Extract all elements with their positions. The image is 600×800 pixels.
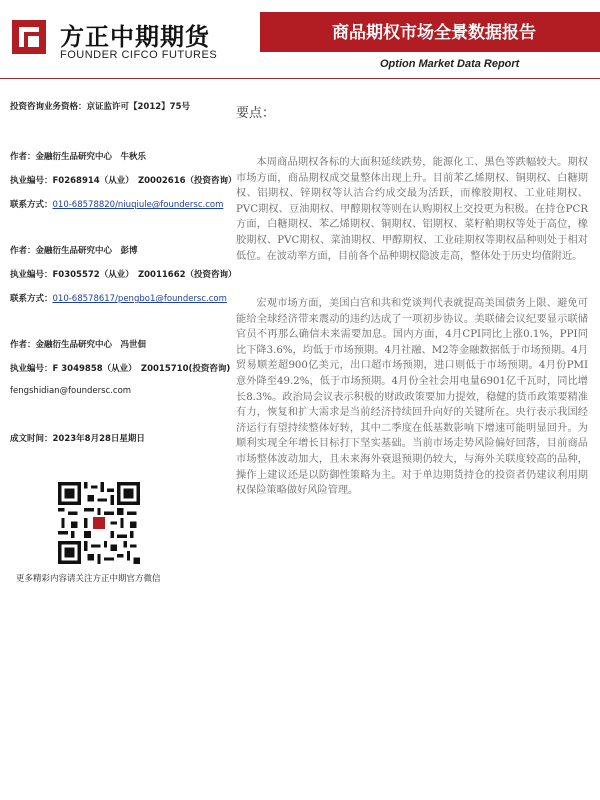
brand-name-cn: 方正中期期货 <box>60 23 210 51</box>
report-subtitle: Option Market Data Report <box>380 58 520 70</box>
author-2-email-link[interactable]: 010-68578617/pengbo1@foundersc.com <box>52 294 227 304</box>
author-1-id: 执业编号：F0268914（从业） Z0002616（投资咨询） <box>10 176 237 186</box>
author-3-id: 执业编号：F 3049858（从业） Z0015710(投资咨询) <box>10 364 231 374</box>
summary-paragraph-macro: 宏观市场方面，美国白宫和共和党谈判代表就提高美国债务上限、避免可能给全球经济带来震动的违约达成了一项初步协议。美联储会议纪要显示联储官员不再那么确信未来需要加息。国内方面，4月CPI同比上涨0.1%，PPI同比下降3.6%，均低于市场预期。4月社融、M2等金融数据低于市场预期。4月贸易顺差超900亿美元，出口超市场预期，进口则低于市场预期。4月份PMI意外降至49.2%，低于市场预期。4月份全社会用电量6901亿千瓦时，同比增长8.3%。政治局会议表示积极的财政政策要加力提效，稳健的货币政策要精准有力，恢复和扩大需求是当前经济持续回升向好的关键所在。央行表示我国经济运行有望持续整体好转，其中二季度在低基数影响下增速可能明显回升。为顺利实现全年增长目标打下坚实基础。当前市场走势风险偏好回落，目前商品市场整体波动加大，且未来海外衰退预期仍较大，与海外关联度较高的品种，操作上建议还是以防御性策略为主。对于单边期货持仓的投资者仍建议利用期权保险策略做好风险管理。 <box>236 298 588 497</box>
author-1-name: 作者：金融衍生品研究中心 牛秋乐 <box>10 152 147 162</box>
author-2-id: 执业编号：F0305572（从业） Z0011662（投资咨询） <box>10 270 237 280</box>
author-3-contact <box>10 386 131 396</box>
brand-name-en: FOUNDER CIFCO FUTURES <box>60 49 218 61</box>
author-3-name: 作者：金融衍生品研究中心 冯世佃 <box>10 340 147 350</box>
report-title: 商品期权市场全景数据报告 <box>332 23 536 43</box>
founder-logo-icon <box>12 20 46 54</box>
author-2-contact: 联系方式：010-68578617/pengbo1@foundersc.com <box>10 294 227 304</box>
author-1-email-link[interactable]: 010-68578820/niuqiule@foundersc.com <box>52 200 224 210</box>
key-points-heading: 要点： <box>236 106 276 121</box>
wechat-qr-code-icon <box>58 482 140 564</box>
summary-paragraph-options: 本周商品期权各标的大面积延续跌势，能源化工、黑色等跌幅较大。期权市场方面，商品期权成交量整体出现上升。目前苯乙烯期权、铜期权、白糖期权、铝期权、锌期权等认沽合约成交最为活跃，而橡胶期权、工业硅期权、PVC期权、豆油期权、甲醇期权等则在认购期权上交投更为积极。在持仓PCR方面，白糖期权、苯乙烯期权、铜期权、铝期权、菜籽粕期权等处于高位，橡胶期权、PVC期权、菜油期权、甲醇期权、工业硅期权等期权品种则处于相对低位。在波动率方面，目前各个品种期权隐波走高，整体处于历史均值附近。 <box>236 157 588 262</box>
report-date: 成文时间：2023年8月28日星期日 <box>10 434 145 444</box>
author-3-email: fengshidian@foundersc.com <box>10 386 132 396</box>
author-1-contact: 联系方式：010-68578820/niuqiule@foundersc.com <box>10 200 224 210</box>
qr-caption: 更多精彩内容请关注方正中期官方微信 <box>16 574 161 584</box>
author-2-name: 作者：金融衍生品研究中心 彭博 <box>10 246 138 256</box>
report-header <box>0 0 600 80</box>
header-divider <box>0 78 600 79</box>
license-line: 投资咨询业务资格：京证监许可【2012】75号 <box>10 102 190 112</box>
